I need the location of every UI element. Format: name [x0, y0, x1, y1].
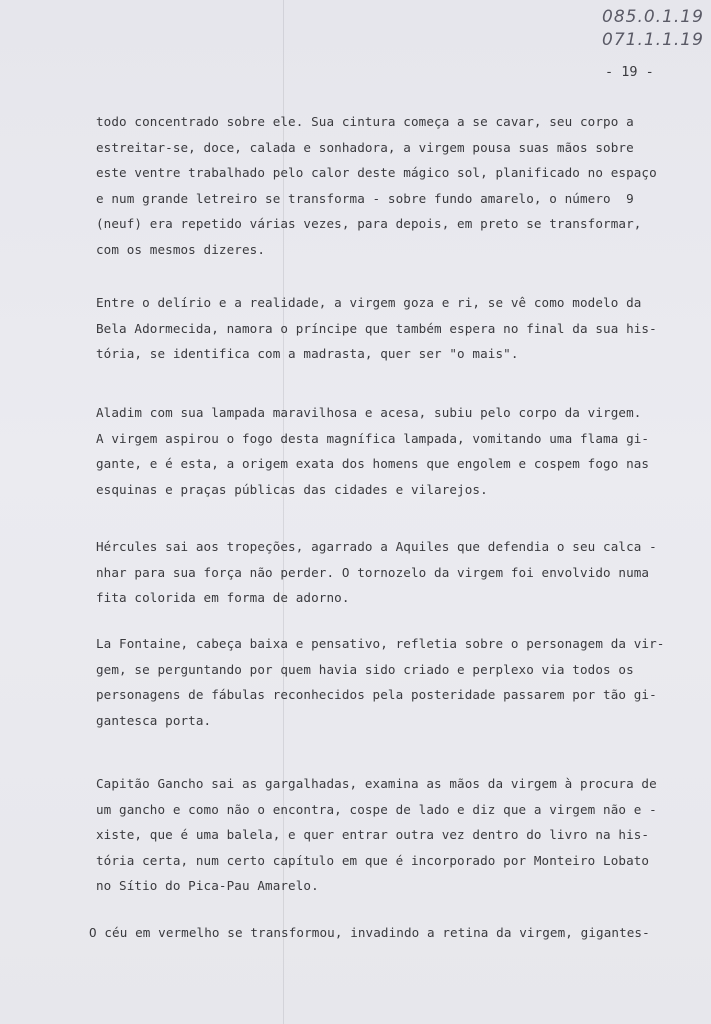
text-line: com os mesmos dizeres.	[96, 241, 266, 257]
text-line: e num grande letreiro se transforma - sobre fundo amarelo, o número 9	[96, 190, 634, 206]
text-line: tória, se identifica com a madrasta, quer ser "o mais".	[96, 346, 519, 362]
text-line: tória certa, num certo capítulo em que é incorporado por Monteiro Lobato	[96, 852, 650, 868]
paragraph-7	[89, 920, 650, 946]
archive-code: 071.1.1.19	[602, 30, 704, 50]
text-line: Hércules sai aos tropeções, agarrado a Aquiles que defendia o seu calca -	[96, 539, 657, 554]
text-line: Bela Adormecida, namora o príncipe que também espera no final da sua his-	[96, 320, 657, 336]
text-line: gem, se perguntando por quem havia sido criado e perplexo via todos os	[96, 661, 634, 677]
paragraph-4	[96, 534, 657, 611]
text-line: um gancho e como não o encontra, cospe de lado e diz que a virgem não e -	[96, 801, 657, 817]
text-line: gantesca porta.	[96, 712, 212, 728]
paragraph-6	[96, 771, 657, 899]
text-line: Capitão Gancho sai as gargalhadas, examina as mãos da virgem à procura de	[96, 776, 657, 791]
text-line: esquinas e praças públicas das cidades e vilarejos.	[96, 481, 488, 497]
page-number: - 19 -	[605, 64, 654, 80]
text-line: personagens de fábulas reconhecidos pela posteridade passarem por tão gi-	[96, 687, 657, 703]
paragraph-1	[96, 109, 657, 263]
text-line: no Sítio do Pica-Pau Amarelo.	[96, 878, 319, 894]
paragraph-3	[96, 400, 649, 502]
text-line: La Fontaine, cabeça baixa e pensativo, refletia sobre o personagem da vir-	[96, 636, 665, 651]
text-line: A virgem aspirou o fogo desta magnífica lampada, vomitando uma flama gi-	[96, 430, 650, 446]
text-line: estreitar-se, doce, calada e sonhadora, a virgem pousa suas mãos sobre	[96, 139, 634, 155]
archive-code: 085.0.1.19	[602, 7, 704, 27]
text-line: Aladim com sua lampada maravilhosa e acesa, subiu pelo corpo da virgem.	[96, 405, 642, 420]
paragraph-2	[96, 290, 657, 367]
text-line: nhar para sua força não perder. O tornozelo da virgem foi envolvido numa	[96, 564, 650, 580]
archive-codes	[602, 6, 704, 52]
text-line: xiste, que é uma balela, e quer entrar outra vez dentro do livro na his-	[96, 827, 650, 843]
text-line: todo concentrado sobre ele. Sua cintura começa a se cavar, seu corpo a	[96, 114, 634, 129]
text-line: Entre o delírio e a realidade, a virgem goza e ri, se vê como modelo da	[96, 295, 642, 310]
text-line: (neuf) era repetido várias vezes, para depois, em preto se transformar,	[96, 216, 642, 232]
text-line: este ventre trabalhado pelo calor deste mágico sol, planificado no espaço	[96, 165, 657, 181]
paragraph-5	[96, 631, 664, 733]
text-line: O céu em vermelho se transformou, invadindo a retina da virgem, gigantes-	[89, 925, 650, 940]
text-line: fita colorida em forma de adorno.	[96, 590, 350, 606]
text-line: gante, e é esta, a origem exata dos homens que engolem e cospem fogo nas	[96, 456, 650, 472]
